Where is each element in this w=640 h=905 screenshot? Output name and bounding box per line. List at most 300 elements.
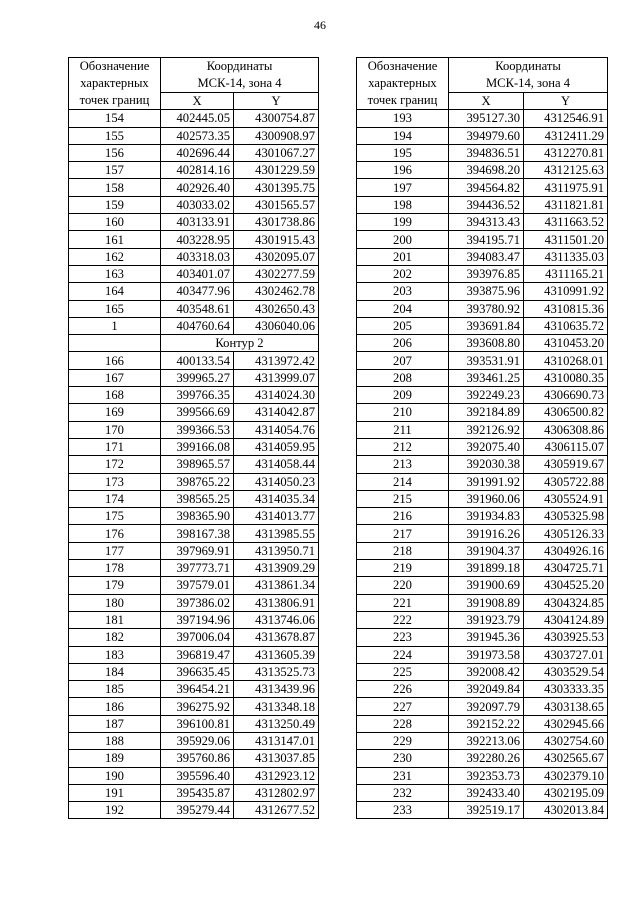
x-coordinate: 392030.38 [449,456,524,473]
point-number: 158 [69,179,161,196]
point-number: 210 [357,404,449,421]
table-row [357,490,608,507]
point-number: 204 [357,300,449,317]
table-row [69,456,319,473]
table-row [357,594,608,611]
points-header-line-2: характерных [368,76,437,91]
points-header [357,58,449,110]
points-header-line-3: точек границ [79,93,150,108]
y-coordinate: 4312677.52 [234,802,319,819]
x-coordinate: 394313.43 [449,214,524,231]
y-coordinate: 4304926.16 [524,542,608,559]
x-coordinate: 398565.25 [161,490,234,507]
y-coordinate: 4314054.76 [234,421,319,438]
coordinates-header-line-2: МСК-14, зона 4 [197,76,282,90]
table-row [69,179,319,196]
point-number: 200 [357,231,449,248]
table-row [357,508,608,525]
point-number: 185 [69,681,161,698]
point-number: 160 [69,214,161,231]
x-coordinate: 391899.18 [449,560,524,577]
x-coordinate: 394195.71 [449,231,524,248]
table-row [357,335,608,352]
table-row [357,196,608,213]
y-coordinate: 4303925.53 [524,629,608,646]
point-number: 189 [69,750,161,767]
y-coordinate: 4300908.97 [234,127,319,144]
x-coordinate: 391934.83 [449,508,524,525]
point-number: 201 [357,248,449,265]
point-number: 169 [69,404,161,421]
point-number: 214 [357,473,449,490]
table-row [69,352,319,369]
point-number: 205 [357,317,449,334]
point-number: 166 [69,352,161,369]
x-coordinate: 397773.71 [161,560,234,577]
point-number: 1 [69,317,161,334]
table-row [69,508,319,525]
point-number: 179 [69,577,161,594]
x-coordinate: 391991.92 [449,473,524,490]
y-coordinate: 4311821.81 [524,196,608,213]
table-row [69,162,319,179]
point-number: 168 [69,387,161,404]
empty-cell [69,335,161,352]
table-row [357,646,608,663]
y-coordinate: 4311501.20 [524,231,608,248]
table-row [357,784,608,801]
x-coordinate: 392213.06 [449,732,524,749]
point-number: 164 [69,283,161,300]
point-number: 215 [357,490,449,507]
y-coordinate: 4302754.60 [524,732,608,749]
x-coordinate: 396454.21 [161,681,234,698]
point-number: 177 [69,542,161,559]
point-number: 202 [357,265,449,282]
point-number: 226 [357,681,449,698]
x-coordinate: 393976.85 [449,265,524,282]
table-row [69,784,319,801]
y-coordinate: 4314013.77 [234,508,319,525]
x-coordinate: 393461.25 [449,369,524,386]
y-coordinate: 4303333.35 [524,681,608,698]
point-number: 224 [357,646,449,663]
y-coordinate: 4306115.07 [524,438,608,455]
point-number: 183 [69,646,161,663]
x-coordinate: 402573.35 [161,127,234,144]
x-coordinate: 396819.47 [161,646,234,663]
x-coordinate: 394979.60 [449,127,524,144]
y-coordinate: 4313439.96 [234,681,319,698]
point-number: 161 [69,231,161,248]
point-number: 221 [357,594,449,611]
x-coordinate: 391960.06 [449,490,524,507]
point-number: 167 [69,369,161,386]
x-coordinate: 392433.40 [449,784,524,801]
point-number: 170 [69,421,161,438]
point-number: 193 [357,110,449,127]
y-coordinate: 4304525.20 [524,577,608,594]
table-row [69,144,319,161]
point-number: 211 [357,421,449,438]
table-row [357,110,608,127]
y-coordinate: 4302462.78 [234,283,319,300]
point-number: 216 [357,508,449,525]
x-coordinate: 397386.02 [161,594,234,611]
table-row [69,663,319,680]
y-coordinate: 4301915.43 [234,231,319,248]
x-coordinate: 398965.57 [161,456,234,473]
x-coordinate: 392280.26 [449,750,524,767]
table-row [69,214,319,231]
point-number: 225 [357,663,449,680]
table-row [357,802,608,819]
point-number: 192 [69,802,161,819]
x-coordinate: 397194.96 [161,611,234,628]
point-number: 195 [357,144,449,161]
table-row [357,456,608,473]
x-coordinate: 395760.86 [161,750,234,767]
x-coordinate: 400133.54 [161,352,234,369]
y-coordinate: 4301395.75 [234,179,319,196]
x-coordinate: 403477.96 [161,283,234,300]
y-coordinate: 4302565.67 [524,750,608,767]
y-coordinate: 4311663.52 [524,214,608,231]
table-row [69,265,319,282]
coordinates-header [161,58,319,93]
table-row [357,248,608,265]
point-number: 198 [357,196,449,213]
point-number: 187 [69,715,161,732]
table-row [357,438,608,455]
x-coordinate: 393875.96 [449,283,524,300]
table-row [357,317,608,334]
point-number: 209 [357,387,449,404]
y-coordinate: 4305325.98 [524,508,608,525]
x-coordinate: 393531.91 [449,352,524,369]
x-coordinate: 403133.91 [161,214,234,231]
x-coordinate: 391904.37 [449,542,524,559]
y-coordinate: 4313972.42 [234,352,319,369]
x-header: X [449,93,524,110]
x-coordinate: 393780.92 [449,300,524,317]
table-row [357,629,608,646]
x-coordinate: 403548.61 [161,300,234,317]
table-row [69,681,319,698]
table-row [357,611,608,628]
coordinates-header-line-1: Координаты [206,59,273,73]
x-coordinate: 392097.79 [449,698,524,715]
table-row [357,681,608,698]
point-number: 174 [69,490,161,507]
table-row [357,715,608,732]
table-row [69,490,319,507]
point-number: 181 [69,611,161,628]
point-number: 217 [357,525,449,542]
table-row [357,179,608,196]
y-coordinate: 4314024.30 [234,387,319,404]
coordinates-table-left [68,57,319,819]
y-coordinate: 4312125.63 [524,162,608,179]
y-coordinate: 4313806.91 [234,594,319,611]
point-number: 208 [357,369,449,386]
y-coordinate: 4302277.59 [234,265,319,282]
table-row [357,231,608,248]
table-row [69,577,319,594]
table-row [69,473,319,490]
x-coordinate: 397006.04 [161,629,234,646]
y-coordinate: 4306308.86 [524,421,608,438]
x-coordinate: 398765.22 [161,473,234,490]
point-number: 218 [357,542,449,559]
table-row [69,369,319,386]
y-coordinate: 4302650.43 [234,300,319,317]
point-number: 156 [69,144,161,161]
table-row [357,352,608,369]
point-number: 162 [69,248,161,265]
coordinates-header-line-2: МСК-14, зона 4 [485,76,571,90]
y-coordinate: 4314035.34 [234,490,319,507]
y-coordinate: 4310080.35 [524,369,608,386]
y-coordinate: 4302013.84 [524,802,608,819]
table-row [357,144,608,161]
y-coordinate: 4313746.06 [234,611,319,628]
y-coordinate: 4314058.44 [234,456,319,473]
x-coordinate: 403401.07 [161,265,234,282]
table-row [69,387,319,404]
table-row [69,750,319,767]
point-number: 191 [69,784,161,801]
y-coordinate: 4311165.21 [524,265,608,282]
y-coordinate: 4313909.29 [234,560,319,577]
point-number: 212 [357,438,449,455]
table-row [357,214,608,231]
y-coordinate: 4312546.91 [524,110,608,127]
y-coordinate: 4310268.01 [524,352,608,369]
table-row [69,542,319,559]
x-coordinate: 403318.03 [161,248,234,265]
y-coordinate: 4313147.01 [234,732,319,749]
x-coordinate: 391973.58 [449,646,524,663]
table-row [357,750,608,767]
x-coordinate: 391945.36 [449,629,524,646]
x-coordinate: 394698.20 [449,162,524,179]
y-coordinate: 4304324.85 [524,594,608,611]
y-coordinate: 4306500.82 [524,404,608,421]
point-number: 199 [357,214,449,231]
y-coordinate: 4305919.67 [524,456,608,473]
y-coordinate: 4303727.01 [524,646,608,663]
point-number: 223 [357,629,449,646]
x-coordinate: 395127.30 [449,110,524,127]
coordinates-header [449,58,608,93]
table-row [357,577,608,594]
point-number: 176 [69,525,161,542]
x-coordinate: 402814.16 [161,162,234,179]
point-number: 213 [357,456,449,473]
table-row [357,421,608,438]
x-coordinate: 402926.40 [161,179,234,196]
y-coordinate: 4301565.57 [234,196,319,213]
x-coordinate: 392353.73 [449,767,524,784]
x-coordinate: 394836.51 [449,144,524,161]
x-coordinate: 393691.84 [449,317,524,334]
y-coordinate: 4305524.91 [524,490,608,507]
x-coordinate: 392008.42 [449,663,524,680]
point-number: 173 [69,473,161,490]
points-header [69,58,161,110]
y-coordinate: 4312411.29 [524,127,608,144]
y-coordinate: 4313999.07 [234,369,319,386]
x-coordinate: 397579.01 [161,577,234,594]
x-coordinate: 402445.05 [161,110,234,127]
table-row [69,629,319,646]
x-coordinate: 398365.90 [161,508,234,525]
x-coordinate: 396635.45 [161,663,234,680]
table-row [69,698,319,715]
y-coordinate: 4310991.92 [524,283,608,300]
table-row [357,560,608,577]
table-row [69,404,319,421]
point-number: 196 [357,162,449,179]
y-coordinate: 4313678.87 [234,629,319,646]
y-coordinate: 4312923.12 [234,767,319,784]
point-number: 178 [69,560,161,577]
y-coordinate: 4312270.81 [524,144,608,161]
point-number: 190 [69,767,161,784]
y-coordinate: 4313950.71 [234,542,319,559]
y-coordinate: 4306040.06 [234,317,319,334]
coordinates-header-line-1: Координаты [495,59,561,73]
y-coordinate: 4310815.36 [524,300,608,317]
page-number: 46 [314,18,326,32]
x-coordinate: 393608.80 [449,335,524,352]
point-number: 154 [69,110,161,127]
x-coordinate: 395596.40 [161,767,234,784]
y-coordinate: 4313605.39 [234,646,319,663]
x-coordinate: 394564.82 [449,179,524,196]
table-row [69,715,319,732]
point-number: 171 [69,438,161,455]
y-coordinate: 4302095.07 [234,248,319,265]
x-coordinate: 395929.06 [161,732,234,749]
y-coordinate: 4306690.73 [524,387,608,404]
y-coordinate: 4314050.23 [234,473,319,490]
y-coordinate: 4302945.66 [524,715,608,732]
y-coordinate: 4312802.97 [234,784,319,801]
x-coordinate: 392152.22 [449,715,524,732]
point-number: 232 [357,784,449,801]
x-coordinate: 392249.23 [449,387,524,404]
y-coordinate: 4305126.33 [524,525,608,542]
table-row [357,127,608,144]
y-coordinate: 4301067.27 [234,144,319,161]
point-number: 194 [357,127,449,144]
table-row [357,300,608,317]
point-number: 207 [357,352,449,369]
point-number: 230 [357,750,449,767]
point-number: 172 [69,456,161,473]
table-row [69,127,319,144]
table-row [357,473,608,490]
x-coordinate: 403033.02 [161,196,234,213]
contour-row [69,335,319,352]
x-header: X [161,93,234,110]
point-number: 184 [69,663,161,680]
table-row [357,542,608,559]
y-coordinate: 4302195.09 [524,784,608,801]
y-coordinate: 4300754.87 [234,110,319,127]
y-coordinate: 4305722.88 [524,473,608,490]
x-coordinate: 396275.92 [161,698,234,715]
x-coordinate: 397969.91 [161,542,234,559]
x-coordinate: 394436.52 [449,196,524,213]
y-coordinate: 4303529.54 [524,663,608,680]
point-number: 182 [69,629,161,646]
point-number: 222 [357,611,449,628]
y-coordinate: 4311975.91 [524,179,608,196]
x-coordinate: 403228.95 [161,231,234,248]
table-row [69,317,319,334]
y-coordinate: 4302379.10 [524,767,608,784]
x-coordinate: 395279.44 [161,802,234,819]
y-coordinate: 4314042.87 [234,404,319,421]
x-coordinate: 392519.17 [449,802,524,819]
table-row [69,421,319,438]
table-row [69,802,319,819]
table-row [69,110,319,127]
table-row [357,698,608,715]
y-coordinate: 4301229.59 [234,162,319,179]
x-coordinate: 391900.69 [449,577,524,594]
point-number: 203 [357,283,449,300]
table-row [357,283,608,300]
point-number: 157 [69,162,161,179]
x-coordinate: 396100.81 [161,715,234,732]
point-number: 175 [69,508,161,525]
points-header-line-3: точек границ [367,93,438,108]
y-coordinate: 4313037.85 [234,750,319,767]
y-coordinate: 4304725.71 [524,560,608,577]
x-coordinate: 392075.40 [449,438,524,455]
point-number: 206 [357,335,449,352]
y-coordinate: 4310635.72 [524,317,608,334]
x-coordinate: 392126.92 [449,421,524,438]
table-row [69,594,319,611]
table-row [69,560,319,577]
table-row [357,767,608,784]
x-coordinate: 402696.44 [161,144,234,161]
y-coordinate: 4303138.65 [524,698,608,715]
y-coordinate: 4313861.34 [234,577,319,594]
y-header: Y [524,93,608,110]
point-number: 165 [69,300,161,317]
table-row [69,525,319,542]
x-coordinate: 391916.26 [449,525,524,542]
point-number: 197 [357,179,449,196]
points-header-line-1: Обозначение [367,59,438,74]
x-coordinate: 395435.87 [161,784,234,801]
table-row [69,231,319,248]
table-row [357,265,608,282]
table-row [69,438,319,455]
table-row [69,611,319,628]
point-number: 220 [357,577,449,594]
table-row [357,732,608,749]
y-coordinate: 4313985.55 [234,525,319,542]
table-row [357,404,608,421]
y-coordinate: 4304124.89 [524,611,608,628]
